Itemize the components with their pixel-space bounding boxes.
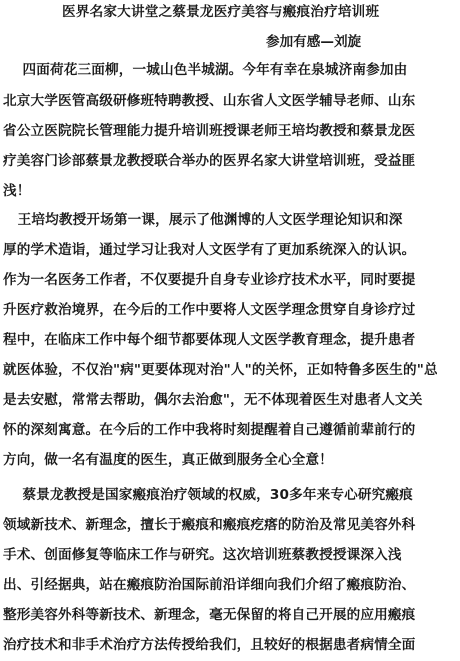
body-line: 王培均教授开场第一课，展示了他渊博的人文医学理论知识和深	[3, 212, 403, 228]
body-line: 整形美容外科等新技术、新理念，毫无保留的将自己开展的应用瘢痕	[3, 607, 416, 623]
body-line: 程中，在临床工作中每个细节都要体现人文医学教育理念，提升患者	[3, 332, 416, 348]
body-line: 蔡景龙教授是国家瘢痕治疗领域的权威，30多年来专心研究瘢痕	[3, 487, 413, 503]
body-line: 领域新技术、新理念，擅长于瘢痕和瘢痕疙瘩的防治及常见美容外科	[3, 517, 416, 533]
body-line: 省公立医院院长管理能力提升培训班授课老师王培均教授和蔡景龙医	[3, 123, 416, 139]
body-line: 厚的学术造诣，通过学习让我对人文医学有了更加系统深入的认识。	[3, 242, 416, 258]
body-line: 出、引经据典，站在瘢痕防治国际前沿详细向我们介绍了瘢痕防治、	[3, 577, 416, 593]
body-line: 北京大学医管高级研修班特聘教授、山东省人文医学辅导老师、山东	[3, 93, 416, 109]
body-line: 就医体验，不仅治"病"更要体现对治"人"的关怀，正如特鲁多医生的"总	[3, 362, 438, 378]
document-byline: 参加有感—刘旋	[266, 34, 362, 50]
document-title: 医界名家大讲堂之蔡景龙医疗美容与瘢痕治疗培训班	[62, 4, 380, 20]
body-line: 是去安慰，常常去帮助，偶尔去治愈"，无不体现着医生对患者人文关	[3, 392, 423, 408]
body-line: 升医疗救治境界，在今后的工作中要将人文医学理念贯穿自身诊疗过	[3, 302, 416, 318]
body-line: 疗美容门诊部蔡景龙教授联合举办的医界名家大讲堂培训班，受益匪	[3, 153, 416, 169]
body-line: 手术、创面修复等临床工作与研究。这次培训班蔡教授授课深入浅	[3, 547, 402, 563]
body-line: 作为一名医务工作者，不仅要提升自身专业诊疗技术水平，同时要提	[3, 272, 416, 288]
body-line: 浅！	[3, 183, 31, 199]
body-line: 怀的深刻寓意。在今后的工作中我将时刻提醒着自己遵循前辈前行的	[3, 422, 416, 438]
body-line: 四面荷花三面柳，一城山色半城湖。今年有幸在泉城济南参加由	[3, 62, 408, 78]
body-line: 治疗技术和非手术治疗方法传授给我们，且较好的根据患者病情全面	[3, 637, 416, 653]
body-line: 方向，做一名有温度的医生，真正做到服务全心全意！	[3, 452, 333, 468]
